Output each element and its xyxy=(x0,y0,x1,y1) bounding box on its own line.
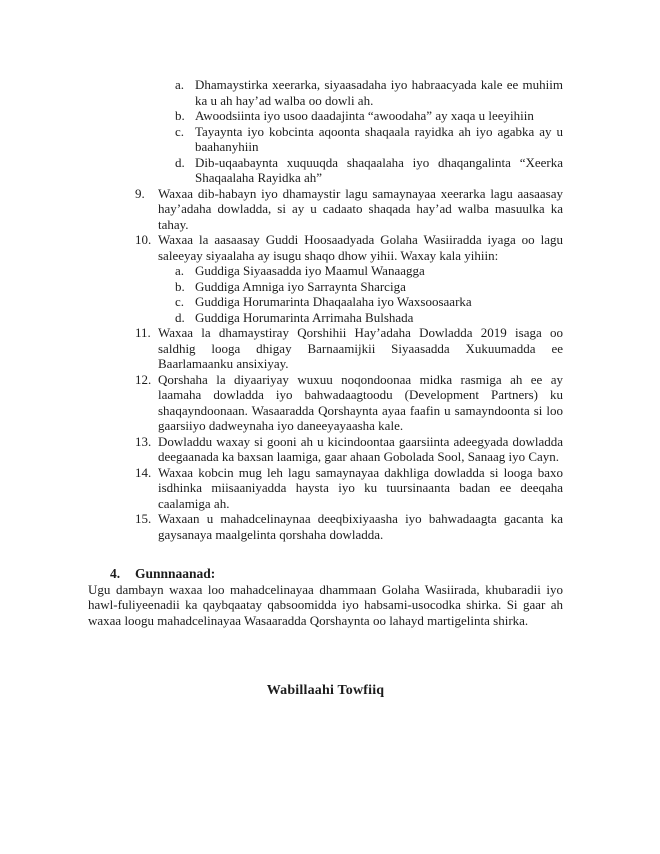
list-item-text: Guddiga Amniga iyo Sarraynta Sharciga xyxy=(195,278,406,294)
list-item-text: Waxaa kobcin mug leh lagu samaynayaa dakhliga dowladda si looga baxo isdhinka miisaaniyadda haysta iyo ku tuursinaanta badan ee deeqaha caalamiga ah. xyxy=(158,464,563,511)
closing-paragraph: Ugu dambayn waxaa loo mahadcelinayaa dhammaan Golaha Wasiirada, khubaradii iyo hawl-fuliyeenadii ka qaybqaatay qabsoomidda iyo habsami-usocodka shirka. Si gaar ah waxaa loogu mahadcelinayaa Wasaaradda Qorshaynta oo lahayd martigelinta shirka. xyxy=(88,581,563,628)
list-item-marker: d. xyxy=(175,154,185,170)
list-item xyxy=(88,310,563,326)
section-heading-number: 4. xyxy=(110,566,121,581)
list-item xyxy=(88,325,563,372)
list-item xyxy=(88,232,563,263)
list-item xyxy=(88,465,563,512)
list-item xyxy=(88,263,563,279)
list-item-text: Dowladdu waxay si gooni ah u kicindoontaa gaarsiinta adeegyada dowladda deegaanada ka baxsan laamiga, gaar ahaan Gobolada Sool, Sanaag iyo Cayn. xyxy=(158,433,563,464)
signoff-text: Wabillaahi Towfiiq xyxy=(266,683,385,698)
list-item-marker: a. xyxy=(175,77,185,92)
list-item-text: Guddiga Horumarinta Dhaqaalaha iyo Waxsoosaarka xyxy=(195,294,472,309)
list-item-marker: a. xyxy=(175,263,185,278)
list-item-marker: 9. xyxy=(135,185,145,201)
list-item-text: Waxaa la aasaasay Guddi Hoosaadyada Golaha Wasiiradda iyaga oo lagu saleeyay siyaalaha ay isugu shaqo dhow yihii. Waxay kala yihiin: xyxy=(158,232,563,263)
list-item-marker: 10. xyxy=(135,232,152,247)
list-item-text: Tayaynta iyo kobcinta aqoonta shaqaala rayidka ah iyo agabka ay u baahanyhiin xyxy=(195,123,563,154)
list-item xyxy=(88,294,563,310)
list-item-marker: d. xyxy=(175,309,185,325)
list-item-marker: 11. xyxy=(135,325,151,340)
list-item-marker: 12. xyxy=(135,371,152,387)
list-item-marker: c. xyxy=(175,123,185,139)
list-item xyxy=(88,434,563,465)
list-item-text: Awoodsiinta iyo usoo daadajinta “awoodaha” ay xaqa u leeyihiin xyxy=(195,108,534,123)
section-heading-title: Gunnnaanad: xyxy=(135,566,216,581)
list-item-text: Waxaan u mahadcelinaynaa deeqbixiyaasha iyo bahwadaagta gacanta ka gaysanaya maalgelinta qorshaha dowladda. xyxy=(158,511,563,542)
list-item-marker: 14. xyxy=(135,464,152,480)
list-item-text: Guddiga Siyaasadda iyo Maamul Wanaagga xyxy=(195,263,425,278)
list-item xyxy=(88,511,563,542)
list-item-marker: b. xyxy=(175,278,185,294)
section-heading xyxy=(88,566,563,582)
list-item xyxy=(88,155,563,186)
list-item-text: Guddiga Horumarinta Arrimaha Bulshada xyxy=(195,309,414,325)
list-item-marker: 15. xyxy=(135,511,152,526)
list-item-text: Dhamaystirka xeerarka, siyaasadaha iyo habraacyada kale ee muhiim ka u ah hay’ad walba oo dowli ah. xyxy=(195,77,563,108)
list-item-text: Dib-uqaabaynta xuquuqda shaqaalaha iyo dhaqangalinta “Xeerka Shaqaalaha Rayidka ah” xyxy=(195,154,563,185)
list-item xyxy=(88,186,563,233)
list-item xyxy=(88,124,563,155)
list-item xyxy=(88,108,563,124)
list-item xyxy=(88,77,563,108)
list-item-text: Waxaa dib-habayn iyo dhamaystir lagu samaynayaa xeerarka lagu aasaasay hay’adaha dowladda, si ay u cadaato shaqada hay’ad walba masuulka ka tahay. xyxy=(158,185,563,232)
list-item-text: Qorshaha la diyaariyay wuxuu noqondoonaa midka rasmiga ah ee ay laamaha dowladda iyo bahwadaagtoodu (Development Partners) ku shaqayndoonaan. Wasaaradda Qorshaynta ayaa faafin u samayndoonta si loo gaarsiiyo dadweynaha iyo daneeyayaasha kale. xyxy=(158,371,563,433)
list-item xyxy=(88,279,563,295)
list-item-marker: b. xyxy=(175,108,185,123)
list-item-text: Waxaa la dhamaystiray Qorshihii Hay’adaha Dowladda 2019 isaga oo saldhig looga dhigay Barnaamijkii Siyaasadda Xukuumadda ee Baarlamaanku ansixiyay. xyxy=(158,325,563,371)
list-item-marker: c. xyxy=(175,294,185,309)
list-item-marker: 13. xyxy=(135,433,152,449)
list-item xyxy=(88,372,563,434)
